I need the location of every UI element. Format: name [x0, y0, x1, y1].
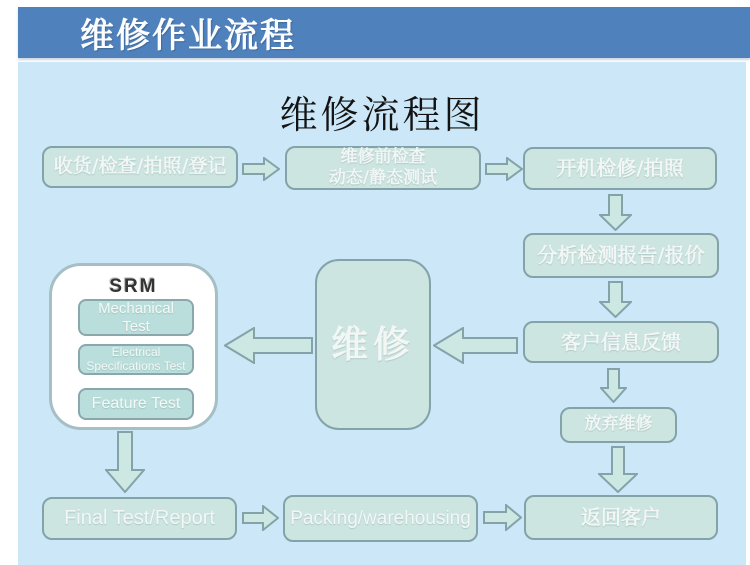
flow-box-precheck-line1: 维修前检查 [340, 146, 426, 167]
srm-group-title: SRM [109, 276, 158, 297]
arrow-abandon-to-return [598, 446, 638, 493]
flow-box-poweron [523, 147, 717, 190]
flow-box-abandon [560, 407, 677, 443]
flow-box-poweron-label: 开机检修/拍照 [556, 156, 684, 180]
header-bar [18, 7, 750, 58]
flow-box-report [523, 233, 719, 278]
srm-box-mechanical-test [78, 299, 194, 336]
left-block-arrow-icon [433, 327, 518, 364]
flow-box-report-label: 分析检测报告/报价 [537, 243, 705, 267]
right-block-arrow-icon [242, 157, 280, 181]
right-block-arrow-icon [483, 504, 522, 531]
flow-box-repair-label: 维修 [331, 322, 415, 367]
flow-box-receive-label: 收货/检查/拍照/登记 [53, 155, 227, 178]
flow-box-packing-label: Packing/warehousing [290, 507, 471, 529]
arrow-report-to-feedback [599, 281, 632, 318]
srm-feature-label: Feature Test [91, 394, 181, 412]
flow-box-return-customer [524, 495, 718, 540]
page-title: 维修作业流程 [80, 16, 296, 56]
srm-box-electrical-test [78, 344, 194, 375]
srm-electrical-line1: Electrical [111, 344, 161, 359]
arrow-receive-to-precheck [242, 157, 280, 181]
srm-box-feature-test [78, 388, 194, 420]
arrow-poweron-to-report [599, 194, 632, 231]
flow-box-receive [42, 146, 238, 188]
srm-mechanical-line1: Mechanical [98, 300, 174, 318]
down-block-arrow-icon [105, 431, 145, 493]
diagram-title: 维修流程图 [279, 93, 485, 137]
arrow-final-to-packing [242, 505, 279, 531]
left-block-arrow-icon [224, 327, 313, 364]
right-block-arrow-icon [485, 157, 523, 181]
flow-box-abandon-label: 放弃维修 [584, 414, 653, 435]
srm-group [49, 263, 218, 430]
flow-box-packing [283, 495, 478, 542]
arrow-packing-to-return [483, 504, 522, 531]
down-block-arrow-icon [600, 368, 627, 403]
arrow-repair-to-srm [224, 327, 313, 364]
flow-box-feedback [523, 321, 719, 363]
arrow-feedback-to-abandon [600, 368, 627, 403]
arrow-precheck-to-poweron [485, 157, 523, 181]
flow-box-precheck [285, 146, 481, 190]
down-block-arrow-icon [599, 281, 632, 318]
flow-box-precheck-line2: 动态/静态测试 [328, 168, 438, 188]
down-block-arrow-icon [598, 446, 638, 493]
flow-box-final-test [42, 497, 237, 540]
arrow-feedback-to-repair [433, 327, 518, 364]
right-block-arrow-icon [242, 505, 279, 531]
flow-box-feedback-label: 客户信息反馈 [561, 329, 681, 354]
flow-box-repair [315, 259, 431, 430]
flow-box-return-customer-label: 返回客户 [581, 505, 661, 529]
arrow-srm-to-final-test [105, 431, 145, 493]
down-block-arrow-icon [599, 194, 632, 231]
flow-box-final-test-label: Final Test/Report [64, 507, 215, 529]
srm-mechanical-line2: Test [122, 317, 150, 335]
srm-electrical-line2: Specifications Test [86, 358, 186, 373]
